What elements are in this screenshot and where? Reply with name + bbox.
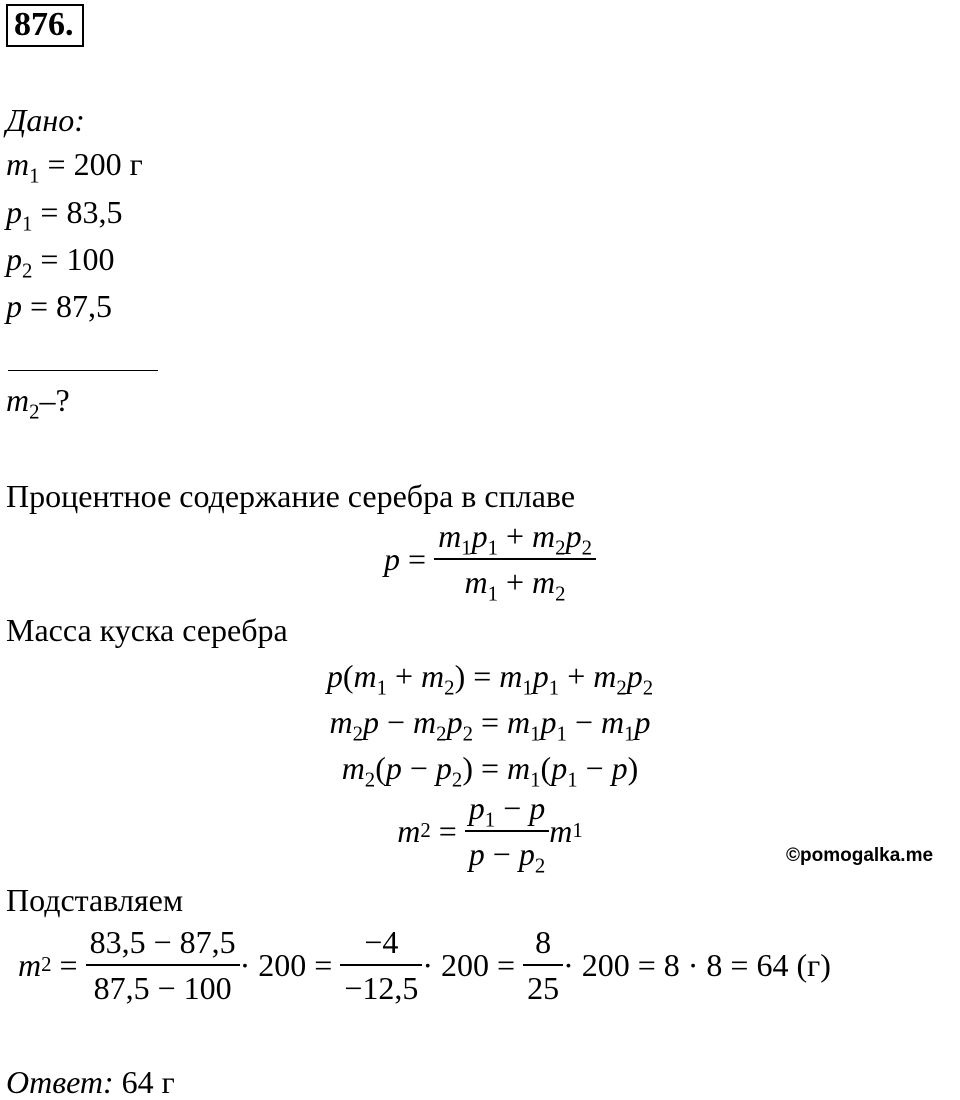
given-p2-value: = 100 <box>40 241 115 277</box>
fraction-3-numerator: 8 <box>535 924 552 960</box>
given-p2: $p_2 = 100$ <box>6 241 115 283</box>
given-p-value: = 87,5 <box>30 288 113 324</box>
answer <box>6 1066 175 1098</box>
given-m1: $m_1 = 200$ г <box>6 146 143 188</box>
fraction-2 <box>340 926 422 1004</box>
given-m1-value: = 200 г <box>47 146 143 182</box>
fraction-1 <box>86 926 240 1004</box>
formula-percent: p = $\frac{m_1p_1 + m_2p_2}{m_1 + m_2}$ <box>0 520 960 598</box>
find-question: –? <box>39 382 70 418</box>
text-mass: Масса куска серебра <box>6 612 288 648</box>
text-percent-content: Процентное содержание серебра в сплаве <box>6 478 576 514</box>
given-label: Дано: <box>6 102 85 138</box>
fraction-2-denominator: −12,5 <box>340 964 422 1004</box>
equation-line-1: $p(m_1 + m_2) = m_1p_1 + m_2p_2$ <box>326 658 654 700</box>
given-p1: $p_1 = 83,5$ <box>6 194 123 236</box>
fraction-1-numerator: 83,5 − 87,5 <box>89 924 236 960</box>
given-p1-value: = 83,5 <box>40 194 123 230</box>
fraction-3 <box>523 926 563 1004</box>
equation-line-2: $m_2p - m_2p_2 = m_1p_1 - m_1p$ <box>329 704 651 746</box>
multiply-1: · 200 = <box>239 947 333 983</box>
multiply-2: · 200 = <box>422 947 516 983</box>
result-tail: · 200 = 8 · 8 = 64 (г) <box>563 947 831 983</box>
equation-line-4: m 2 = $\frac{p_1 - p}{p - p_2}$ m 1 <box>397 790 583 878</box>
substitution-equation: m 2 = $\frac{83,5 - 87,5}{87,5 - 100}$ · 200 = $\frac{-4}{-12,5}$ · 200 = $\frac{8}{25}$ · 200 = 8 · 8 = 64 (г) <box>18 924 831 1006</box>
answer-label: Ответ: <box>6 1064 114 1100</box>
fraction-2-numerator: −4 <box>364 924 399 960</box>
find-m2: $m_2-$? <box>6 382 70 424</box>
fraction-3-denominator: 25 <box>523 964 563 1004</box>
answer-value: 64 г <box>121 1064 175 1100</box>
text-substitute: Подставляем <box>6 882 184 918</box>
equation-line-3: $m_2(p - p_2) = m_1(p_1 - p)$ <box>341 750 639 792</box>
divider-line <box>8 370 158 371</box>
given-p: p = 87,5 <box>6 288 113 324</box>
watermark: ©pomogalka.me <box>786 845 934 866</box>
problem-number: 876. <box>6 4 84 47</box>
fraction-1-denominator: 87,5 − 100 <box>86 964 240 1004</box>
